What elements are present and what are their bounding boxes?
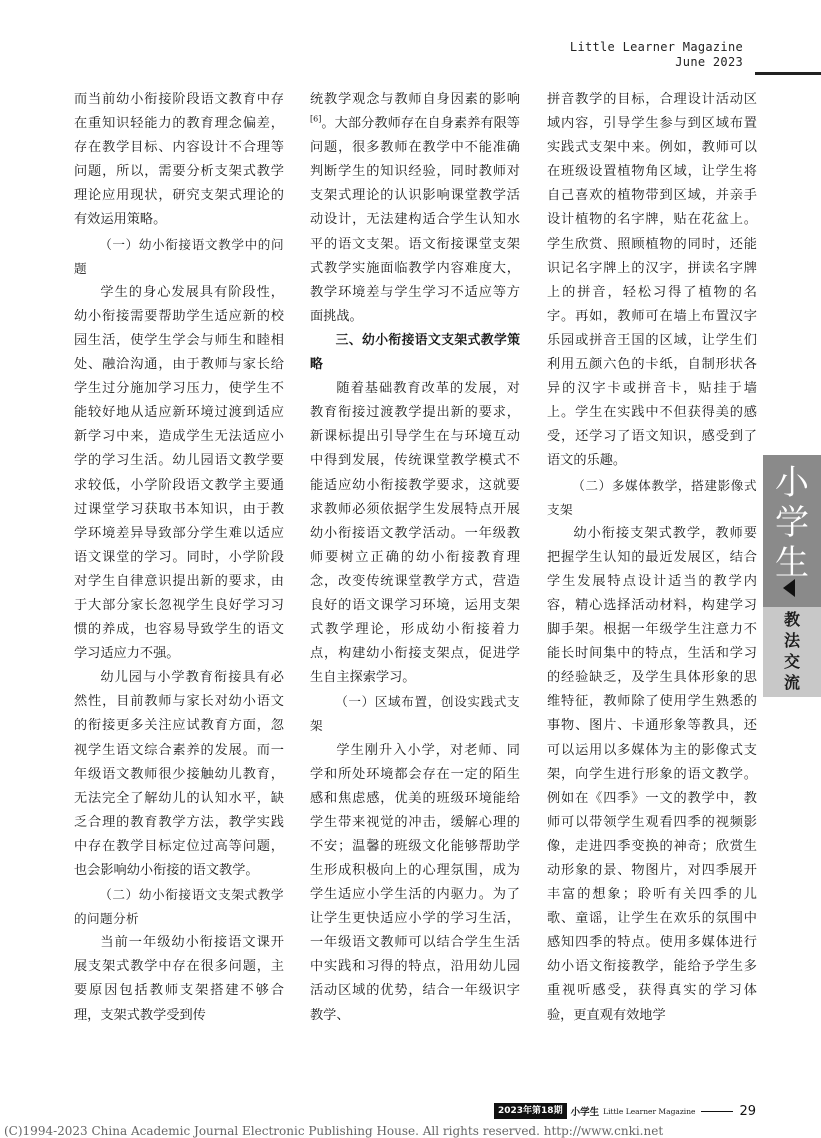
text-column-2 [310,88,520,1088]
body-paragraph: 学生刚升入小学，对老师、同学和所处环境都会存在一定的陌生感和焦虑感，优美的班级环境能给学生带来视觉的冲击，缓解心理的不安；温馨的班级文化能够帮助学生形成积极向上的心理氛围，成为学生适应小学生活的内驱力。为了让学生更快适应小学的学习生活，一年级语文教师可以结合学生生活中实践和习得的特点，沿用幼儿园活动区域的优势，结合一年级识字教学、 [310,742,520,1023]
side-tab-char: 教 [783,610,800,629]
header-magazine-name: Little Learner Magazine [569,40,743,54]
side-tab-char: 生 [775,543,809,583]
running-header [570,40,743,70]
triangle-left-icon [783,579,795,597]
page-number: 29 [739,1103,757,1119]
body-paragraph: 而当前幼小衔接阶段语文教育中存在重知识轻能力的教育理念偏差，存在教学目标、内容设计不合理等问题，所以，需要分析支架式教学理论应用现状，研究支架式理论的有效运用策略。 [74,92,284,228]
side-tab-char: 法 [783,631,800,650]
side-tab-char: 小 [775,463,809,503]
header-rule [755,72,821,75]
body-paragraph: 拼音教学的目标，合理设计活动区域内容，引导学生参与到区域布置实践式支架中来。例如，教师可以在班级设置植物角区域，让学生将自己喜欢的植物带到区域，并亲手设计植物的名字牌，贴在花盆上。学生欣赏、照顾植物的同时，还能识记名字牌上的汉字，拼读名字牌上的拼音，轻松习得了植物的名字。再如，教师可在墙上布置汉字乐园或拼音王国的区域，让学生们利用五颜六色的卡纸，自制形状各异的汉字卡或拼音卡，贴挂于墙上。学生在实践中不但获得美的感受，还学习了语文知识，感受到了语文的乐趣。 [547,92,757,469]
side-tab-title [763,463,821,583]
footer-magazine-cn: 小学生 [570,1107,600,1118]
body-paragraph: 幼儿园与小学教育衔接具有必然性，目前教师与家长对幼小语文的衔接更多关注应试教育方面，忽视学生语文综合素养的发展。而一年级语文教师很少接触幼儿教育，无法完全了解幼儿的认知水平，缺乏合理的教育教学方法，教学实践中存在教学目标定位过高等问题，也会影响幼小衔接的语文教学。 [74,670,284,878]
body-paragraph: 统教学观念与教师自身因素的影响[6]。大部分教师存在自身素养有限等问题，很多教师在教学中不能准确判断学生的知识经验，同时教师对支架式理论的认识影响课堂教学活动设计，无法建构适合学生认知水平的语文支架。语文衔接课堂支架式教学实施面临教学内容难度大，教学环境差与学生学习不适应等方面挑战。 [310,92,520,324]
footer-magazine-en: Little Learner Magazine [603,1106,696,1116]
citation-ref: [6] [310,114,322,124]
subsection-heading: （一）区域布置，创设实践式支架 [310,694,520,734]
body-paragraph: 幼小衔接支架式教学，教师要把握学生认知的最近发展区，结合学生发展特点设计适当的教学内容，精心选择活动材料，构建学习脚手架。根据一年级学生注意力不能长时间集中的特点，生活和学习的经验缺乏，及学生具体形象的思维特征，教师除了使用学生熟悉的事物、图片、卡通形象等教具，还可以运用以多媒体为主的影像式支架，向学生进行形象的语文教学。例如在《四季》一文的教学中，教师可以带领学生观看四季的视频影像，走进四季变换的神奇；欣赏生动形象的景、物图片，对四季展开丰富的想象；聆听有关四季的儿歌、童谣，让学生在欢乐的氛围中感知四季的特点。使用多媒体进行幼小语文衔接教学，能给予学生多重视听感受，获得真实的学习体验，更直观有效地学 [547,525,757,1023]
text-column-3 [547,88,757,1088]
text-column-1 [74,88,284,1088]
footer-issue: 2023年第18期 [494,1103,567,1119]
section-heading: 三、幼小衔接语文支架式教学策略 [310,332,520,373]
section-side-tab [763,455,821,695]
body-paragraph: 随着基础教育改革的发展，对教育衔接过渡教学提出新的要求，新课标提出引导学生在与环境互动中得到发展，传统课堂教学模式不能适应幼小衔接教学要求，这就要求教师必须依据学生发展特点开展幼小衔接语文教学活动。一年级教师要树立正确的幼小衔接教育理念，改变传统课堂教学方式，营造良好的语文课学习环境，运用支架式教学理论，形成幼小衔接着力点，构建幼小衔接支架点，促进学生自主探索学习。 [310,381,520,686]
subsection-heading: （一）幼小衔接语文教学中的问题 [74,236,284,276]
side-tab-char: 交 [783,652,800,671]
body-paragraph: 当前一年级幼小衔接语文课开展支架式教学中存在很多问题，主要原因包括教师支架搭建不够合理，支架式教学受到传 [74,935,284,1023]
subsection-heading: （二）多媒体教学，搭建影像式支架 [547,477,757,517]
side-tab-char: 学 [775,503,809,543]
header-issue-date: June 2023 [675,55,743,69]
paragraph-continuation: 。大部分教师存在自身素养有限等问题，很多教师在教学中不能准确判断学生的知识经验，同时教师对支架式理论的认识影响课堂教学活动设计，无法建构适合学生认知水平的语文支架。语文衔接课堂支架式教学实施面临教学内容难度大，教学环境差与学生学习不适应等方面挑战。 [310,116,520,324]
body-paragraph: 学生的身心发展具有阶段性，幼小衔接需要帮助学生适应新的校园生活，使学生学会与师生和睦相处、融洽沟通，由于教师与家长给学生过分施加学习压力，使学生不能较好地从适应新环境过渡到适应新学习中来，造成学生无法适应小学的学习生活。幼儿园语文教学要求较低，小学阶段语文教学主要通过课堂学习获取书本知识，由于教学环境差异导致部分学生难以适应语文课堂的学习。同时，小学阶段对学生自律意识提出新的要求，由于大部分家长忽视学生良好学习习惯的养成，也容易导致学生的语文学习适应力不强。 [74,284,284,662]
side-tab-char: 流 [783,673,800,692]
page-footer [494,1102,756,1120]
subsection-heading: （二）幼小衔接语文支架式教学的问题分析 [74,887,284,927]
copyright-notice: (C)1994-2023 China Academic Journal Electronic Publishing House. All rights reserved. http://www.cnki.net [4,1124,664,1138]
side-tab-section-name [763,607,821,697]
footer-rule [701,1111,733,1112]
